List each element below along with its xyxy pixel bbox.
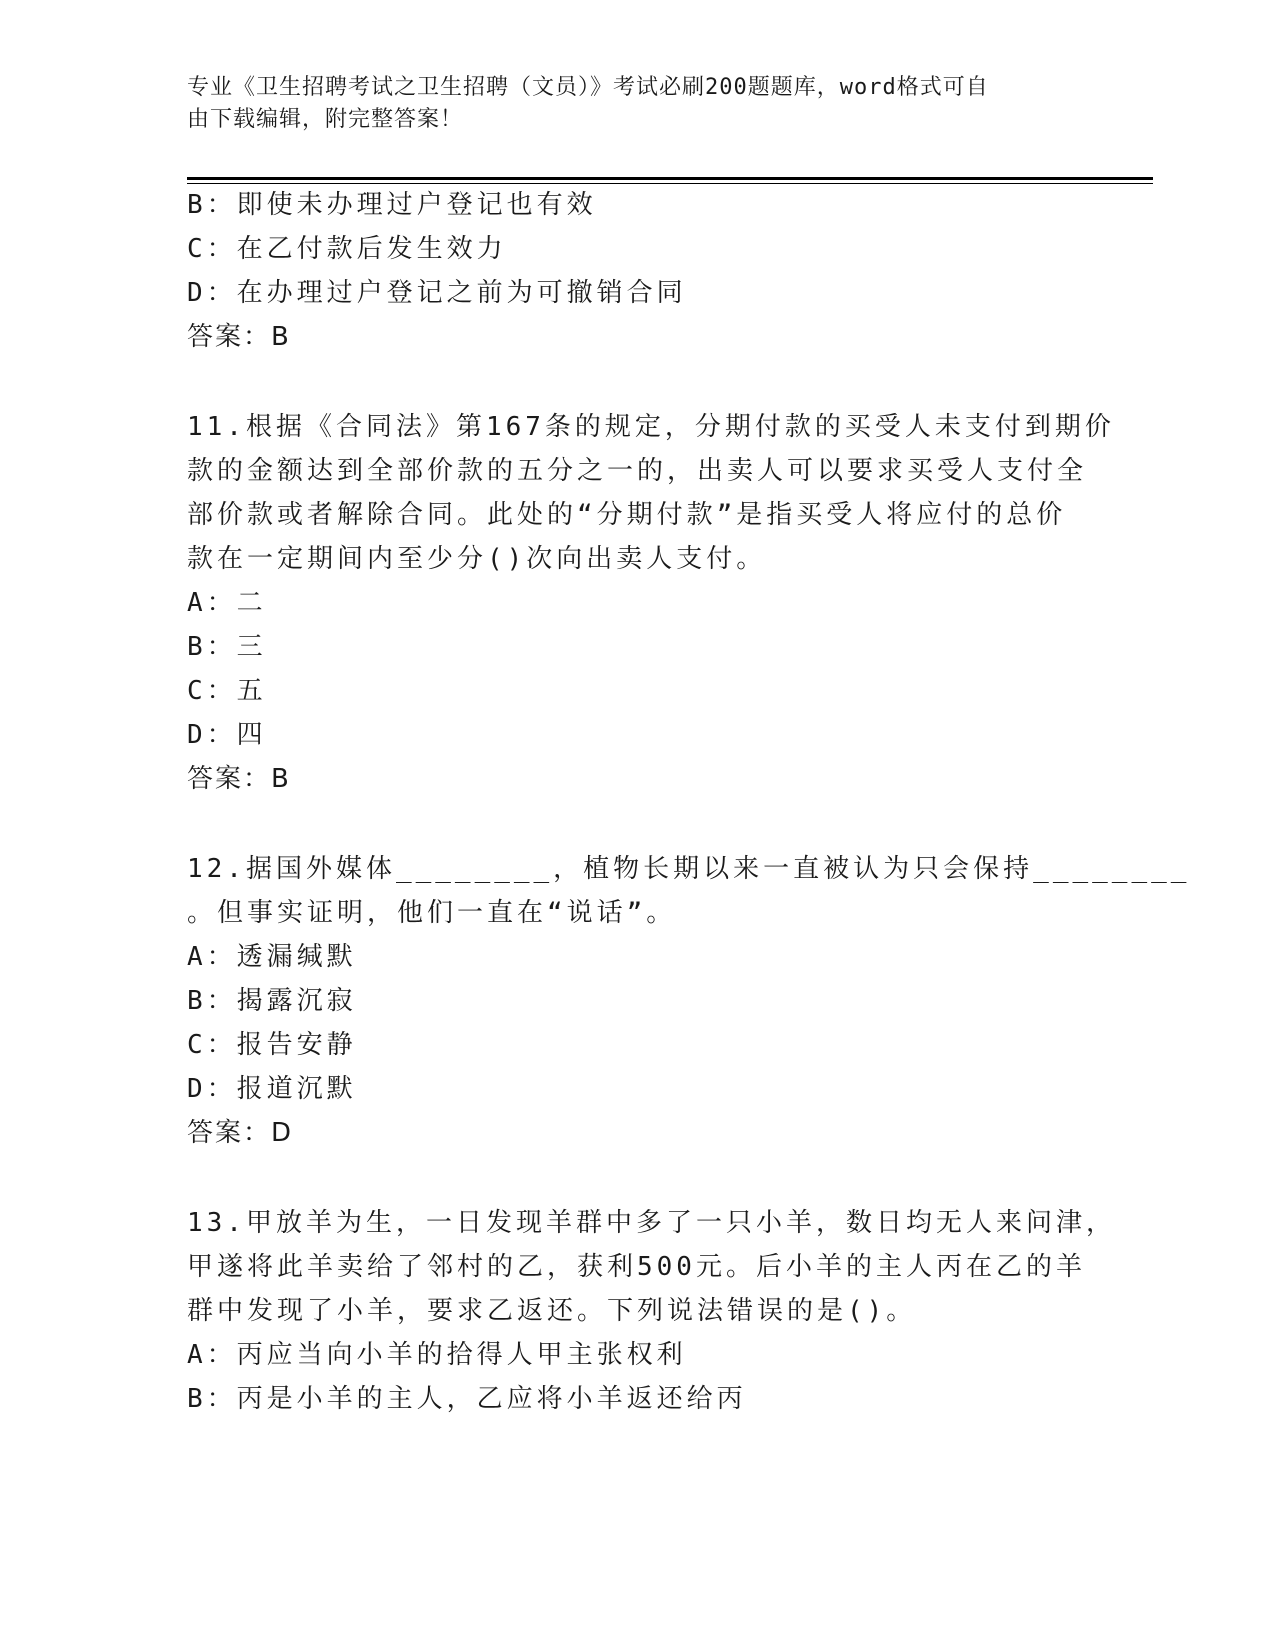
q11-text-line-1: 11.根据《合同法》第167条的规定，分期付款的买受人未支付到期价 bbox=[187, 412, 1115, 442]
q13-option-a: A：丙应当向小羊的拾得人甲主张权利 bbox=[187, 1340, 687, 1370]
q12-answer: 答案：D bbox=[187, 1118, 294, 1148]
prev-option-b: B：即使未办理过户登记也有效 bbox=[187, 190, 597, 220]
q12-option-a: A：透漏缄默 bbox=[187, 942, 357, 972]
prev-option-c: C：在乙付款后发生效力 bbox=[187, 234, 507, 264]
q11-option-b: B：三 bbox=[187, 632, 267, 662]
prev-answer: 答案：B bbox=[187, 322, 291, 352]
q11-text-line-2: 款的金额达到全部价款的五分之一的，出卖人可以要求买受人支付全 bbox=[187, 456, 1088, 486]
header-divider-thick bbox=[187, 177, 1153, 180]
q13-text-line-3: 群中发现了小羊，要求乙返还。下列说法错误的是()。 bbox=[187, 1296, 917, 1326]
q13-text-line-2: 甲遂将此羊卖给了邻村的乙，获利500元。后小羊的主人丙在乙的羊 bbox=[187, 1252, 1086, 1282]
q12-option-b: B：揭露沉寂 bbox=[187, 986, 357, 1016]
header-line-1: 专业《卫生招聘考试之卫生招聘（文员）》考试必刷200题题库，word格式可自 bbox=[187, 75, 989, 100]
q12-option-c: C：报告安静 bbox=[187, 1030, 357, 1060]
prev-option-d: D：在办理过户登记之前为可撤销合同 bbox=[187, 278, 687, 308]
q12-text-line-1: 12.据国外媒体________，植物长期以来一直被认为只会保持________ bbox=[187, 854, 1191, 884]
q11-option-a: A：二 bbox=[187, 588, 267, 618]
q11-text-line-4: 款在一定期间内至少分()次向出卖人支付。 bbox=[187, 544, 767, 574]
q12-option-d: D：报道沉默 bbox=[187, 1074, 357, 1104]
header-line-2: 由下载编辑，附完整答案！ bbox=[187, 107, 464, 132]
q13-option-b: B：丙是小羊的主人，乙应将小羊返还给丙 bbox=[187, 1384, 747, 1414]
document-header bbox=[187, 72, 1067, 136]
q11-answer: 答案：B bbox=[187, 764, 291, 794]
q13-text-line-1: 13.甲放羊为生，一日发现羊群中多了一只小羊，数日均无人来问津， bbox=[187, 1208, 1116, 1238]
q11-option-d: D：四 bbox=[187, 720, 267, 750]
q11-option-c: C：五 bbox=[187, 676, 267, 706]
q12-text-line-2: 。但事实证明，他们一直在“说话”。 bbox=[187, 898, 677, 928]
q11-text-line-3: 部价款或者解除合同。此处的“分期付款”是指买受人将应付的总价 bbox=[187, 500, 1067, 530]
header-divider-thin bbox=[187, 183, 1153, 184]
